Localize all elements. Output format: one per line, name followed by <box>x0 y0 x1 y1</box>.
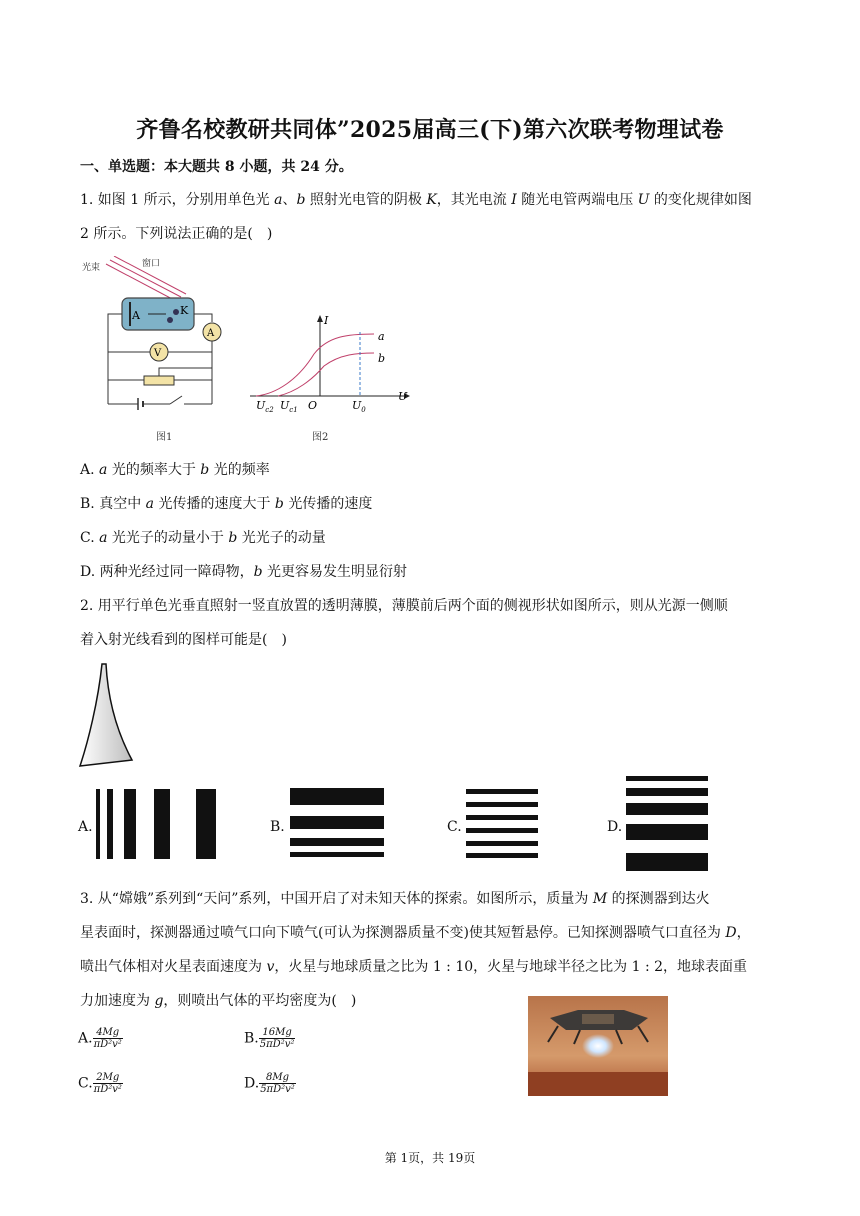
q3-stem-line1: 3. 从“嫦娥”系列到“天问”系列，中国开启了对未知天体的探索。如图所示，质量为 M 的探测器到达火 <box>80 891 710 907</box>
page-title: 齐鲁名校教研共同体”2025届高三(下)第六次联考物理试卷 <box>136 117 724 143</box>
fringe-bar <box>466 789 538 794</box>
q3-option-d: D. $\frac{8Mg}{\text{5πD²v²}}$ <box>244 1072 295 1095</box>
q1-text: ，其光电流 <box>436 192 512 208</box>
q2-option-b-label: B. <box>270 819 285 835</box>
u0-label: $U_0$ <box>352 399 366 414</box>
fringe-bar <box>626 803 708 815</box>
q1-text: 、 <box>282 192 297 208</box>
circuit-wire <box>194 314 212 322</box>
thin-film-shape <box>80 664 132 766</box>
q1-text: 随光电管两端电压 <box>516 192 638 208</box>
q1-var-b: b <box>296 192 306 208</box>
fringe-bar <box>466 802 538 807</box>
uc1-label: $U_{c1}$ <box>280 399 298 414</box>
i-axis-arrow-icon <box>317 315 323 322</box>
q2-option-d-label: D. <box>607 819 623 835</box>
q1-stem-line1 <box>80 190 752 210</box>
axis-u-label: U <box>398 390 408 403</box>
q1-option-d: D. 两种光经过同一障碍物，b 光更容易发生明显衍射 <box>80 564 408 580</box>
figure-1-caption: 图1 <box>156 432 173 443</box>
fringe-bar <box>466 841 538 846</box>
figure-2-caption: 图2 <box>312 432 329 443</box>
q2-option-b-pattern <box>290 788 386 862</box>
q1-figure-2 <box>248 310 418 446</box>
origin-label: O <box>308 399 318 412</box>
q1-stem-line2: 2 所示。下列说法正确的是( ) <box>80 226 273 242</box>
rheostat <box>144 376 174 385</box>
cathode-label: K <box>180 304 189 317</box>
q2-film-figure <box>76 662 146 772</box>
mars-ground <box>528 1072 668 1096</box>
q3-option-b: B. $\frac{16Mg}{\text{5πD²v²}}$ <box>244 1027 295 1050</box>
curve-b-label: b <box>378 352 386 365</box>
mars-lander-photo <box>528 996 668 1096</box>
electron-dot <box>173 309 179 315</box>
fringe-bar <box>290 838 384 846</box>
fringe-bar <box>626 788 708 796</box>
fringe-bar <box>466 853 538 858</box>
q2-stem-line2: 着入射光线看到的图样可能是( ) <box>80 632 287 648</box>
engine-plume <box>582 1034 614 1058</box>
switch-icon <box>170 396 182 404</box>
axis-i-label: I <box>324 314 329 327</box>
q1-figure-1 <box>78 256 238 446</box>
fringe-bar <box>290 852 384 857</box>
fringe-bar <box>626 776 708 781</box>
q1-text: 照射光电管的阴极 <box>305 192 427 208</box>
page-footer: 第 1页，共 19页 <box>384 1151 476 1165</box>
q2-option-c-label: C. <box>447 819 462 835</box>
q3-option-a: A. $\frac{4Mg}{\text{πD²v²}}$ <box>78 1027 122 1050</box>
q1-text: 的变化规律如图 <box>649 192 752 208</box>
fringe-bar <box>626 853 708 871</box>
q1-var-k: K <box>426 192 437 208</box>
q2-option-c-pattern <box>466 789 540 861</box>
q3-stem-line3: 喷出气体相对火星表面速度为 v，火星与地球质量之比为 1 : 10，火星与地球半径之比为 1 : 2，地球表面重 <box>80 959 748 975</box>
q2-option-d-pattern <box>626 776 710 874</box>
fringe-bar <box>154 789 170 859</box>
ammeter-label: A <box>207 328 215 339</box>
electron-dot <box>167 317 173 323</box>
anode-label: A <box>132 309 140 322</box>
voltmeter-label: V <box>154 348 162 359</box>
fringe-bar <box>96 789 100 859</box>
beam-label: 光束 <box>82 263 101 273</box>
q2-stem-line1: 2. 用平行单色光垂直照射一竖直放置的透明薄膜，薄膜前后两个面的侧视形状如图所示，则从光源一侧顺 <box>80 598 728 614</box>
curve-a <box>256 334 374 396</box>
q1-var-i: I <box>511 192 517 208</box>
fringe-bar <box>466 815 538 820</box>
fringe-bar <box>290 816 384 829</box>
q3-stem-line4: 力加速度为 g，则喷出气体的平均密度为( ) <box>80 993 357 1009</box>
fringe-bar <box>626 824 708 840</box>
window-label: 窗口 <box>142 259 161 269</box>
q3-option-c: C. $\frac{2Mg}{\text{πD²v²}}$ <box>78 1072 122 1095</box>
curve-a-label: a <box>378 330 385 343</box>
lander-deck <box>582 1014 614 1024</box>
q1-text: 1. 如图 1 所示，分别用单色光 <box>80 192 275 208</box>
fringe-bar <box>290 788 384 805</box>
q3-stem-line2: 星表面时，探测器通过喷气口向下喷气(可认为探测器质量不变)使其短暂悬停。已知探测器喷气口直径为 D， <box>80 925 751 941</box>
rheostat-slider <box>159 368 212 376</box>
q1-var-u: U <box>637 192 650 208</box>
q2-option-a-pattern <box>96 789 220 861</box>
uc2-label: $U_{c2}$ <box>256 399 274 414</box>
q1-option-c: C. a 光光子的动量小于 b 光光子的动量 <box>80 530 326 546</box>
fringe-bar <box>466 828 538 833</box>
q1-var-a: a <box>274 192 283 208</box>
q1-option-a: A. a 光的频率大于 b 光的频率 <box>80 462 270 478</box>
light-beam-ray <box>106 264 176 301</box>
q1-option-b: B. 真空中 a 光传播的速度大于 b 光传播的速度 <box>80 496 373 512</box>
fringe-bar <box>124 789 136 859</box>
fringe-bar <box>196 789 216 859</box>
fringe-bar <box>107 789 113 859</box>
circuit-wire <box>108 314 122 404</box>
section-heading: 一、单选题：本大题共 8 小题，共 24 分。 <box>80 159 353 175</box>
q2-option-a-label: A. <box>78 819 93 835</box>
